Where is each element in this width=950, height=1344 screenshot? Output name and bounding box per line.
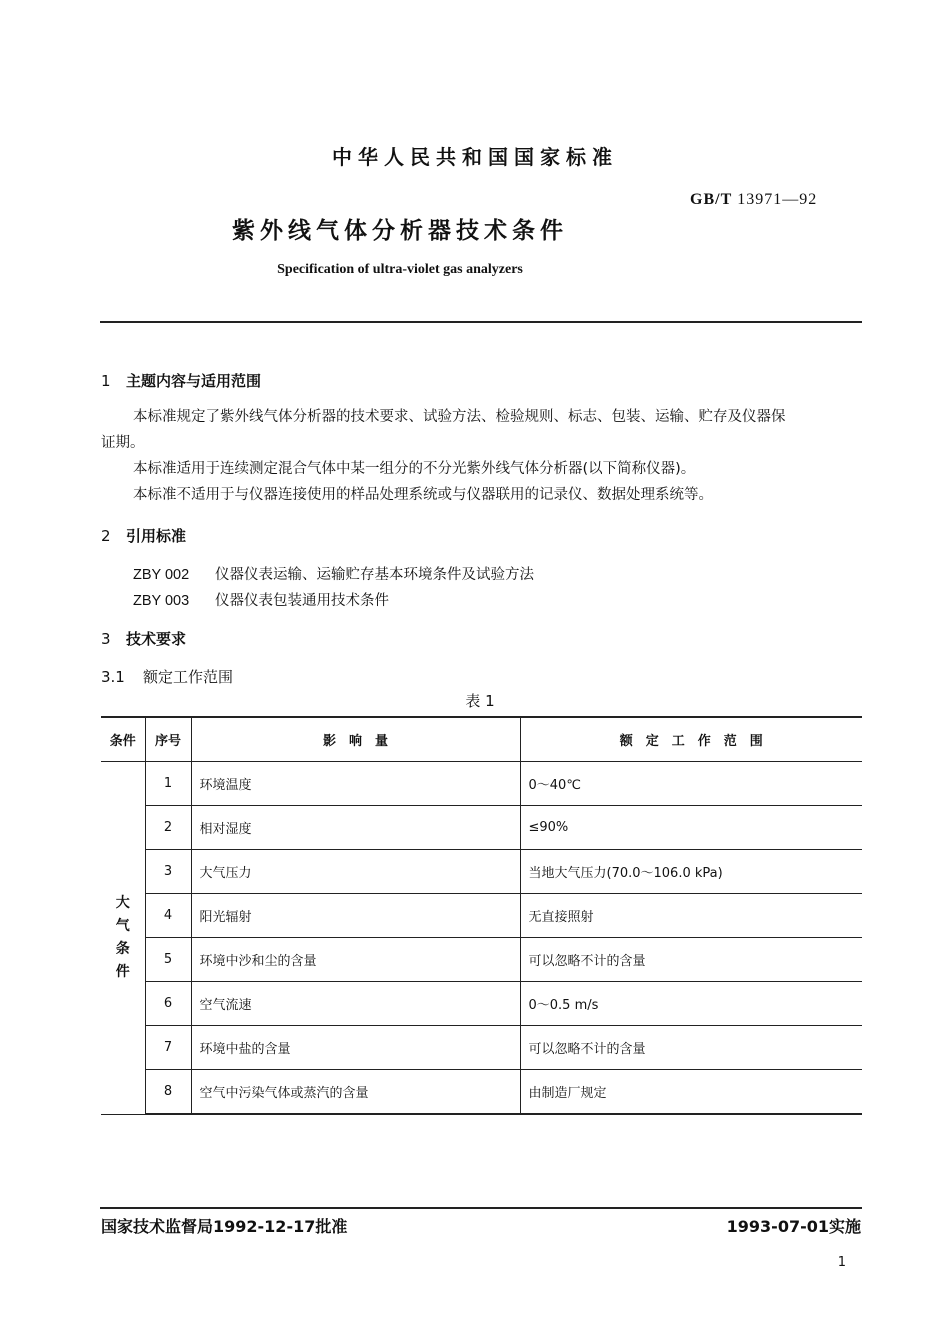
document-title: 紫外线气体分析器技术条件: [232, 218, 568, 244]
section-1-heading: [101, 370, 261, 391]
influence-quantity: 环境温度: [191, 762, 520, 806]
section-2-number: 2: [101, 527, 111, 545]
rated-operating-range-table: [101, 716, 862, 1115]
implementation-date: 1993-07-01实施: [726, 1217, 861, 1236]
influence-quantity: 环境中盐的含量: [191, 1026, 520, 1070]
table-row: [101, 806, 862, 850]
col-header-condition: 条件: [101, 717, 145, 762]
table-row: [101, 762, 862, 806]
reference-code: ZBY 002: [133, 567, 190, 583]
section-1-para-2: 本标准适用于连续测定混合气体中某一组分的不分光紫外线气体分析器(以下简称仪器)。: [133, 461, 696, 477]
approval-date: 国家技术监督局1992-12-17批准: [101, 1217, 348, 1236]
reference-title: 仪器仪表包装通用技术条件: [215, 593, 389, 609]
section-1-number: 1: [101, 372, 111, 390]
table-row: [101, 938, 862, 982]
row-number: 3: [145, 850, 191, 894]
page-number: 1: [837, 1255, 846, 1270]
section-3-1-title: 额定工作范围: [143, 668, 234, 686]
influence-quantity: 阳光辐射: [191, 894, 520, 938]
standard-code-prefix: GB/T: [690, 191, 733, 208]
rated-range: 无直接照射: [520, 894, 862, 938]
table-row: [101, 894, 862, 938]
reference-item: [133, 589, 389, 610]
reference-title: 仪器仪表运输、运输贮存基本环境条件及试验方法: [215, 567, 534, 583]
rated-range: 当地大气压力(70.0～106.0 kPa): [520, 850, 862, 894]
rated-range: ≤90%: [520, 806, 862, 850]
influence-quantity: 环境中沙和尘的含量: [191, 938, 520, 982]
standard-code-number: 13971—92: [737, 191, 818, 208]
table-row: [101, 1070, 862, 1115]
rated-range: 由制造厂规定: [520, 1070, 862, 1115]
section-3-title: 技术要求: [126, 630, 187, 648]
row-number: 5: [145, 938, 191, 982]
rated-range: 0～0.5 m/s: [520, 982, 862, 1026]
influence-quantity: 相对湿度: [191, 806, 520, 850]
section-1-title: 主题内容与适用范围: [126, 372, 262, 390]
reference-code: ZBY 003: [133, 593, 190, 609]
table-row: [101, 1026, 862, 1070]
section-1-para-1-line-2: 证期。: [101, 435, 145, 451]
section-3-number: 3: [101, 630, 111, 648]
col-header-rated-range: 额 定 工 作 范 围: [520, 717, 862, 762]
section-3-1-number: 3.1: [101, 668, 125, 686]
influence-quantity: 空气流速: [191, 982, 520, 1026]
section-1-para-3: 本标准不适用于与仪器连接使用的样品处理系统或与仪器联用的记录仪、数据处理系统等。: [133, 487, 713, 503]
table-row: [101, 982, 862, 1026]
influence-quantity: 空气中污染气体或蒸汽的含量: [191, 1070, 520, 1115]
table-row: [101, 850, 862, 894]
rated-range: 可以忽略不计的含量: [520, 938, 862, 982]
section-1-para-1-line-1: 本标准规定了紫外线气体分析器的技术要求、试验方法、检验规则、标志、包装、运输、贮存及仪器保: [133, 409, 786, 425]
table-header-row: [101, 717, 862, 762]
row-number: 8: [145, 1070, 191, 1115]
influence-quantity: 大气压力: [191, 850, 520, 894]
col-header-number: 序号: [145, 717, 191, 762]
row-number: 4: [145, 894, 191, 938]
document-title-english: Specification of ultra-violet gas analyzers: [277, 262, 523, 277]
row-number: 2: [145, 806, 191, 850]
section-3-heading: [101, 628, 186, 649]
standard-code: [690, 191, 817, 209]
section-2-title: 引用标准: [126, 527, 187, 545]
row-number: 1: [145, 762, 191, 806]
table-1-caption: 表 1: [465, 692, 495, 710]
section-3-1-heading: [101, 666, 233, 687]
rated-range: 可以忽略不计的含量: [520, 1026, 862, 1070]
section-2-heading: [101, 525, 186, 546]
issuing-nation-heading: 中华人民共和国国家标准: [332, 145, 618, 169]
condition-group-cell: [101, 762, 145, 1115]
rated-range: 0～40℃: [520, 762, 862, 806]
reference-item: [133, 563, 534, 584]
col-header-influence-quantity: 影 响 量: [191, 717, 520, 762]
row-number: 7: [145, 1026, 191, 1070]
condition-group-label: 大气条件: [115, 894, 130, 980]
footer-divider: [100, 1207, 862, 1209]
row-number: 6: [145, 982, 191, 1026]
header-divider: [100, 321, 862, 323]
